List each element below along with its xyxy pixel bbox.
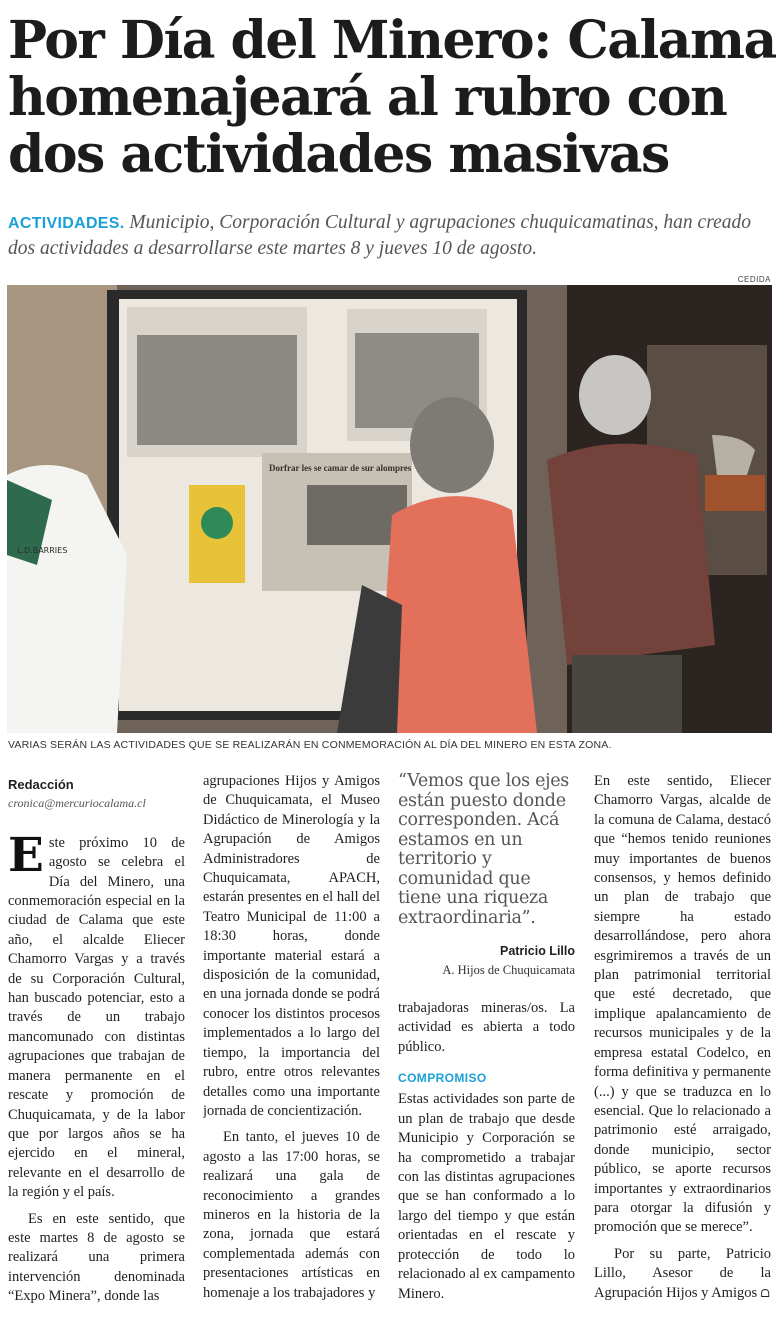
man-hair: [579, 355, 651, 435]
man-trousers: [572, 655, 682, 733]
headline: [8, 10, 776, 185]
pennant-emblem: [201, 507, 233, 539]
body-paragraph-1: [8, 827, 185, 1203]
body-paragraph-6: Por su parte, Patricio Lillo, Asesor de la Agrupación Hijos y Amigos ᗝ: [594, 1245, 771, 1301]
clipping-3-title: Dorfrar les se camar de sur alompres: [269, 463, 412, 473]
man-sweater: [547, 444, 715, 665]
pull-quote-name: Patricio Lillo: [499, 944, 575, 958]
headline-line-1: Por Día del Minero: Calama: [8, 10, 776, 71]
headline-line-3: dos actividades masivas: [8, 124, 669, 185]
column-1: [8, 772, 185, 1320]
jersey-text: L.D.BARRIES: [17, 546, 68, 555]
pull-quote: “Vemos que los ejes están puesto donde corresponden. Acá estamos en un territorio y comunidad que tiene una riqueza extraordinaria”.: [398, 772, 569, 928]
trophy-base: [705, 475, 765, 511]
body-paragraph-2-cont: agrupaciones Hijos y Amigos de Chuquicamata, el Museo Didáctico de Minerología y la Agrupación de Amigos Administradores de Chuquicamata, APACH, estarán presentes en el hall del Teatro Municipal de 11:00 a 18:30 horas, donde importante material estará a disposición de la comunidad, en una jornada donde se podrá conocer los distintos procesos implementados a lo largo del tiempo, la importancia del rubro, entre otros relevantes detalles como una importante jornada de concientización.: [203, 773, 380, 1119]
deck-kicker: ACTIVIDADES.: [8, 215, 125, 232]
end-mark-icon: ᗝ: [757, 1286, 770, 1300]
body-paragraph-3: En tanto, el jueves 10 de agosto a las 17:00 horas, se realizará una gala de reconocimiento a grandes mineros en la historia de la zona, jornada que estará complementada además con presentaciones artísticas en homenaje a los trabajadores y: [203, 1129, 380, 1301]
body-paragraph-4: Estas actividades son parte de un plan de trabajo que desde Municipio y Corporación se ha comprometido a trabajar con las distintas agrupaciones que se han conformado a lo largo del tiempo y que están orientadas en el rescate y protección de todo lo relacionado al ex campamento Minero.: [398, 1091, 575, 1302]
news-photo: [7, 285, 772, 733]
body-paragraph-2: Es en este sentido, que este martes 8 de agosto se realizará una primera intervención denominada “Expo Minera”, donde las: [8, 1210, 185, 1305]
body-paragraph-5-cont: En este sentido, Eliecer Chamorro Vargas, alcalde de la comuna de Calama, destacó que “hemos tenido reuniones muy importantes de buenos consensos, y hemos definido un plan de trabajo que siempre ha estado desarrollándose, pero ahora esgrimiremos a través de un plan patrimonial territorial que esté decretado, que implique apalancamiento de recursos municipales y de la empresa estatal Codelco, en forma definitiva y permanente (...) y que se traduzca en lo esencial. Que lo relacionado a patrimonio esté arraigado, donde municipio, sector público, se aporte recursos importantes y extraordinarios para otorgar la difusión y promoción que se merece”.: [594, 773, 771, 1236]
byline-email[interactable]: cronica@mercuriocalama.cl: [8, 796, 146, 811]
photo-caption: VARIAS SERÁN LAS ACTIVIDADES QUE SE REALIZARÁN EN CONMEMORACIÓN AL DÍA DEL MINERO EN ESTA ZONA.: [8, 739, 612, 751]
column-4: [594, 772, 771, 1320]
byline-name: Redacción: [8, 777, 74, 792]
column-2: [203, 772, 380, 1320]
deck-text: Municipio, Corporación Cultural y agrupaciones chuquicamatinas, han creado dos actividades a desarrollarse este martes 8 y jueves 10 de agosto.: [8, 212, 751, 259]
column-3: [398, 772, 575, 1320]
photo-illustration: [7, 285, 772, 733]
photo-credit: CEDIDA: [737, 275, 771, 284]
body-paragraph-1-text: ste próximo 10 de agosto se celebra el Día del Minero, una conmemoración especial en la ciudad de Calama que este año, el alcalde Eliecer Chamorro Vargas y a través de su Corporación Cultural, han buscado potenciar, esto a través de un trabajo mancomunado con distintas agrupaciones que trabajan de manera permanente en el rescate y promoción de Chuquicamata, y de la labor que por largos años se ha ejercido en el mineral, relevante en el desarrollo de la región y el país.: [8, 834, 185, 1201]
subhead-compromiso: COMPROMISO: [398, 1071, 487, 1086]
headline-line-2: homenajeará al rubro con: [8, 67, 727, 128]
pull-quote-role: A. Hijos de Chuquicamata: [442, 963, 575, 978]
body-paragraph-3-cont: trabajadoras mineras/os. La actividad es abierta a todo público.: [398, 999, 575, 1055]
deck: [8, 210, 773, 261]
woman-hair: [410, 397, 494, 493]
dropcap: E: [8, 827, 44, 883]
clipping-1-photos: [137, 335, 297, 445]
